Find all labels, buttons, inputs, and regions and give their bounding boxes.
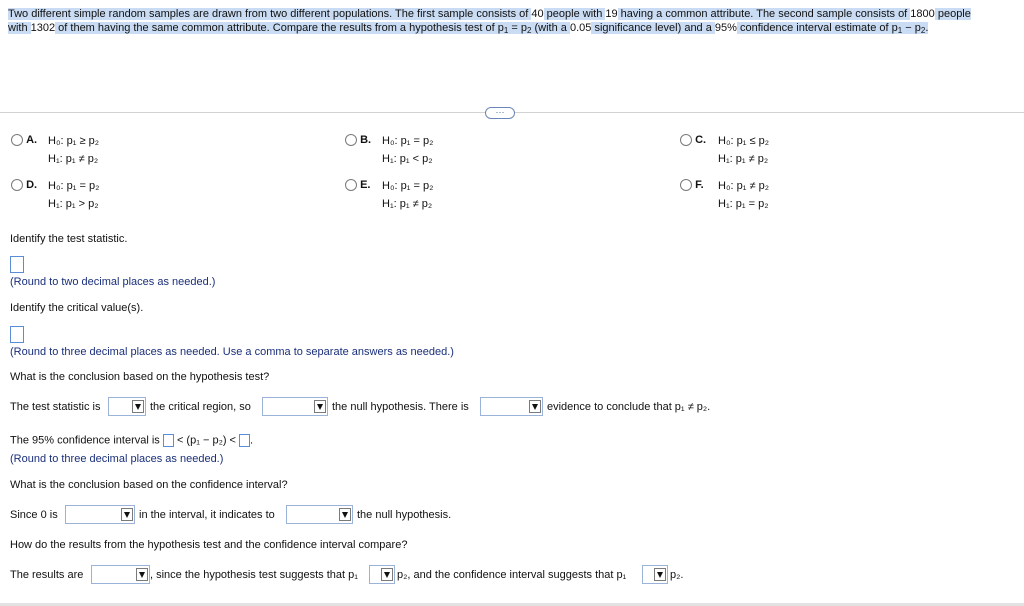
question-text-2e: significance level) and a [591,22,715,34]
radio-d[interactable] [11,179,23,191]
row2-text-3: the null hypothesis. [357,509,452,521]
row1-text-3: the null hypothesis. There is [332,401,469,413]
question-text-2h: . [925,22,929,34]
ci-conclusion-prompt: What is the conclusion based on the confidence interval? [10,479,288,491]
dropdown-arrow-icon [314,400,326,413]
option-c-h0: H₀: p₁ ≤ p₂ [718,135,769,147]
question-line-2 [8,21,928,35]
evidence-select[interactable] [480,397,543,416]
dropdown-arrow-icon [381,568,393,581]
option-f-h0: H₀: p₁ ≠ p₂ [718,180,769,192]
sample1-count: 19 [605,8,618,20]
option-b-h1: H₁: p₁ < p₂ [382,153,433,165]
ci-lower-input[interactable] [163,434,174,447]
confidence-level: 95% [714,22,737,34]
dropdown-arrow-icon [339,508,351,521]
results-compare-select[interactable] [91,565,150,584]
row3-text-1: The results are [10,569,84,581]
option-a-h1: H₁: p₁ ≠ p₂ [48,153,99,165]
question-text-1b: people with [543,8,606,20]
option-c[interactable] [680,134,706,146]
row1-text-4: evidence to conclude that p₁ ≠ p₂. [547,401,711,413]
test-stat-region-select[interactable] [108,397,146,416]
more-button[interactable]: ··· [485,107,515,119]
test-stat-hint: (Round to two decimal places as needed.) [10,276,216,288]
sample1-size: 40 [531,8,544,20]
question-text-2a: with [8,22,31,34]
question-line-1 [8,7,971,21]
option-b-h0: H₀: p₁ = p₂ [382,135,434,147]
ci-middle: < (p₁ − p₂) < [176,434,236,447]
sub-2b: 2 [920,26,926,35]
option-e[interactable] [345,179,370,191]
option-e-h0: H₀: p₁ = p₂ [382,180,434,192]
ci-end: . [250,434,254,447]
dropdown-arrow-icon [121,508,133,521]
option-f[interactable] [680,179,704,191]
option-f-letter: F. [695,179,704,191]
test-stat-prompt: Identify the test statistic. [10,233,128,245]
dropdown-arrow-icon [132,400,144,413]
ci-relation-select[interactable] [642,565,668,584]
dropdown-arrow-icon [136,568,148,581]
critical-input[interactable] [10,326,24,343]
compare-prompt: How do the results from the hypothesis test and the confidence interval compare? [10,539,408,551]
option-d[interactable] [11,179,37,191]
row3-text-4: p₂. [670,569,684,581]
row3-text-3: p₂, and the confidence interval suggests that p₁ [397,569,627,581]
question-text-2g: − p [902,22,921,34]
ci-null-decision-select[interactable] [286,505,353,524]
question-text-2d: (with a [531,22,570,34]
row1-text-1: The test statistic is [10,401,101,413]
question-text-1a: Two different simple random samples are drawn from two different populations. The first sample consists of [8,8,532,20]
option-d-h0: H₀: p₁ = p₂ [48,180,100,192]
question-text-1c: having a common attribute. The second sample consists of [617,8,911,20]
option-a[interactable] [11,134,37,146]
row2-text-2: in the interval, it indicates to [139,509,275,521]
sub-2a: 2 [527,26,532,35]
critical-prompt: Identify the critical value(s). [10,302,144,314]
radio-e[interactable] [345,179,357,191]
option-f-h1: H₁: p₁ = p₂ [718,198,769,210]
radio-c[interactable] [680,134,692,146]
option-c-h1: H₁: p₁ ≠ p₂ [718,153,769,165]
question-text-2f: confidence interval estimate of p [736,22,898,34]
row2-text-1: Since 0 is [10,509,58,521]
ht-relation-select[interactable] [369,565,395,584]
option-e-h1: H₁: p₁ ≠ p₂ [382,198,433,210]
option-b[interactable] [345,134,371,146]
zero-in-interval-select[interactable] [65,505,135,524]
question-text-2c: = p [508,22,527,34]
test-stat-input[interactable] [10,256,24,273]
ci-text-1 [10,434,253,447]
row3-text-2: , since the hypothesis test suggests that p₁ [150,569,358,581]
radio-f[interactable] [680,179,692,191]
option-a-h0: H₀: p₁ ≥ p₂ [48,135,99,147]
option-d-h1: H₁: p₁ > p₂ [48,198,99,210]
option-a-letter: A. [26,134,38,146]
option-c-letter: C. [695,134,707,146]
row1-text-2: the critical region, so [150,401,251,413]
dropdown-arrow-icon [654,568,666,581]
dropdown-arrow-icon [529,400,541,413]
ci-hint: (Round to three decimal places as needed.) [10,453,224,465]
question-text-2b: of them having the same common attribute. Compare the results from a hypothesis test of p [55,22,504,34]
conclusion-prompt: What is the conclusion based on the hypothesis test? [10,371,270,383]
ci-upper-input[interactable] [239,434,250,447]
alpha-value: 0.05 [569,22,592,34]
option-b-letter: B. [360,134,372,146]
sample2-size: 1800 [910,8,935,20]
question-text-1d: people [934,8,971,20]
sub-1b: 1 [897,26,903,35]
option-d-letter: D. [26,179,38,191]
null-decision-select[interactable] [262,397,328,416]
option-e-letter: E. [360,179,371,191]
radio-b[interactable] [345,134,357,146]
sample2-count: 1302 [30,22,56,34]
critical-hint: (Round to three decimal places as needed. Use a comma to separate answers as needed.) [10,346,454,358]
radio-a[interactable] [11,134,23,146]
sub-1a: 1 [503,26,509,35]
ci-label: The 95% confidence interval is [10,434,160,447]
